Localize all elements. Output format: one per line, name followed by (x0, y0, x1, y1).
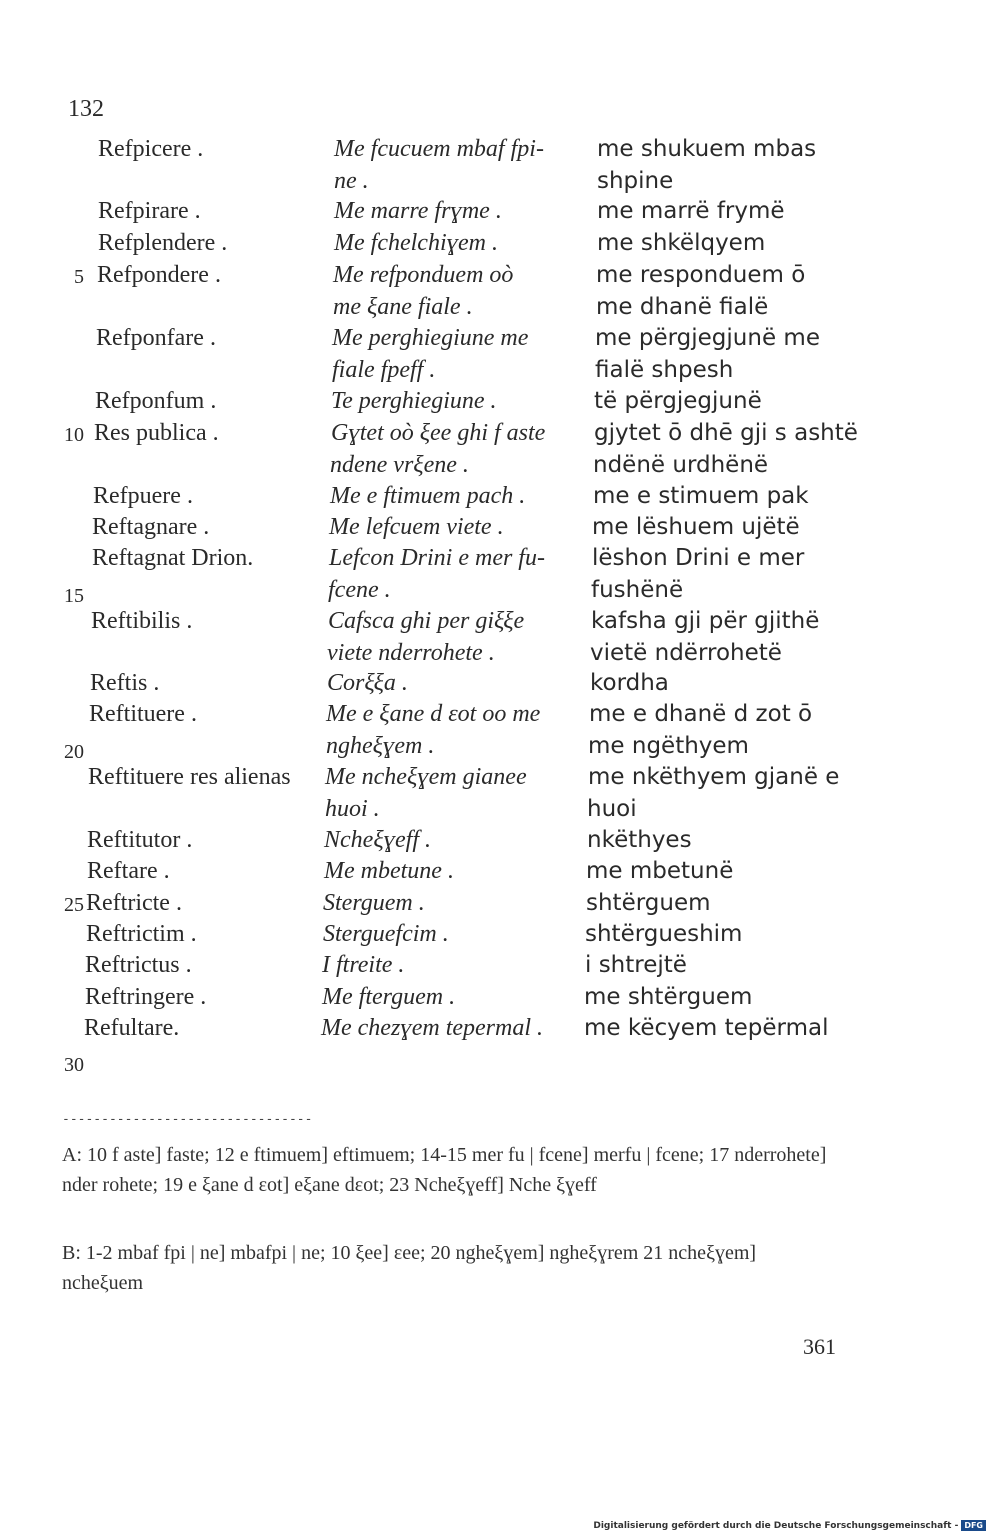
latin-term: Reftringere . (85, 984, 207, 1010)
dfg-logo: DFG (961, 1520, 986, 1531)
glossary-row (0, 198, 1000, 224)
glossary-row (0, 357, 1000, 383)
old-albanian-term: Me e ftimuem pach . (330, 483, 526, 509)
modern-albanian-term: me responduem ō (596, 262, 806, 288)
old-albanian-term: Me fcucuem mbaf fpi- (334, 136, 544, 162)
credit-text: Digitalisierung gefördert durch die Deutsche Forschungsgemeinschaft - (593, 1520, 959, 1531)
line-number: 20 (64, 741, 84, 763)
modern-albanian-term: i shtrejtë (585, 952, 687, 978)
glossary-row (0, 1015, 1000, 1041)
old-albanian-term: Me ncheξɣem gianee (325, 764, 527, 790)
latin-term: Refpicere . (98, 136, 204, 162)
footnote-a: A: 10 f aste] faste; 12 e ftimuem] eftimuem; 14-15 mer fu | fcene] merfu | fcene; 17 nderrohete] nder rohete; 19 e ξane d εot] eξane dεot; 23 Ncheξɣeff] Nche ξɣeff (62, 1144, 827, 1196)
latin-term: Refplendere . (98, 230, 228, 256)
footnote-separator: -------------------------------- (62, 1112, 313, 1127)
glossary-row (0, 1046, 1000, 1076)
latin-term: Reftis . (90, 670, 160, 696)
modern-albanian-term: vietë ndërrohetë (590, 640, 782, 666)
latin-term: Reftagnat Drion. (92, 545, 254, 571)
old-albanian-term: Me lefcuem viete . (329, 514, 504, 540)
old-albanian-term: Te perghiegiune . (331, 388, 497, 414)
modern-albanian-term: me përgjegjunë me (595, 325, 820, 351)
line-number: 15 (64, 585, 84, 607)
latin-term: Reftrictus . (85, 952, 192, 978)
modern-albanian-term: me e stimuem pak (593, 483, 809, 509)
old-albanian-term: Me e ξane d εot oo me (326, 701, 541, 727)
modern-albanian-term: me këcyem tepërmal (584, 1015, 829, 1041)
latin-term: Refpirare . (98, 198, 201, 224)
glossary-row (0, 733, 1000, 763)
line-number: 10 (64, 424, 84, 446)
modern-albanian-term: shtërgueshim (585, 921, 743, 947)
modern-albanian-term: me marrë frymë (597, 198, 785, 224)
modern-albanian-term: fushënë (591, 577, 684, 603)
modern-albanian-term: shtërguem (586, 890, 711, 916)
glossary-row (0, 796, 1000, 822)
old-albanian-term: me ξane fiale . (333, 294, 473, 320)
glossary-row (0, 984, 1000, 1010)
modern-albanian-term: kordha (590, 670, 669, 696)
latin-term: Refponfare . (96, 325, 216, 351)
latin-term: Reftare . (87, 858, 170, 884)
modern-albanian-term: me dhanë fialë (596, 294, 769, 320)
latin-term: Res publica . (94, 420, 219, 446)
modern-albanian-term: ndënë urdhënë (593, 452, 769, 478)
page-number-bottom: 361 (803, 1334, 836, 1359)
old-albanian-term: Cafsca ghi per giξξe (328, 608, 525, 634)
glossary-row (0, 294, 1000, 320)
modern-albanian-term: të përgjegjunë (594, 388, 762, 414)
old-albanian-term: ndene vrξene . (330, 452, 469, 478)
old-albanian-term: Sterguefcim . (323, 921, 449, 947)
old-albanian-term: viete nderrohete . (327, 640, 495, 666)
line-number: 30 (64, 1054, 84, 1076)
glossary-row (0, 420, 1000, 446)
glossary-row (0, 230, 1000, 256)
old-albanian-term: ngheξɣem . (326, 733, 435, 759)
glossary-row (0, 608, 1000, 634)
old-albanian-term: Lefcon Drini e mer fu- (329, 545, 545, 571)
page-number-top: 132 (68, 96, 104, 122)
old-albanian-term: Me chezɣem tepermal . (321, 1015, 544, 1041)
modern-albanian-term: me e dhanë d zot ō (589, 701, 813, 727)
glossary-row (0, 858, 1000, 884)
glossary-row (0, 827, 1000, 853)
glossary-row (0, 514, 1000, 540)
modern-albanian-term: lëshon Drini e mer (592, 545, 805, 571)
modern-albanian-term: me shukuem mbas (597, 136, 817, 162)
latin-term: Reftrictim . (86, 921, 197, 947)
latin-term: Reftituere res alienas (88, 764, 291, 790)
old-albanian-term: Me marre frɣme . (334, 198, 502, 224)
latin-term: Reftitutor . (87, 827, 193, 853)
digitization-credit (593, 1520, 986, 1531)
glossary-row (0, 545, 1000, 571)
line-number: 25 (64, 894, 84, 916)
latin-term: Refultare. (84, 1015, 180, 1041)
old-albanian-term: Gɣtet oò ξee ghi f aste (331, 420, 546, 446)
old-albanian-term: ne . (334, 168, 369, 194)
latin-term: Reftibilis . (91, 608, 193, 634)
glossary-row (0, 952, 1000, 978)
glossary-row (0, 890, 1000, 916)
modern-albanian-term: me mbetunë (586, 858, 734, 884)
old-albanian-term: fcene . (328, 577, 391, 603)
line-number: 5 (74, 266, 84, 288)
latin-term: Reftagnare . (92, 514, 210, 540)
old-albanian-term: Me refponduem oò (333, 262, 514, 288)
old-albanian-term: Corξξa . (327, 670, 408, 696)
glossary-row (0, 452, 1000, 478)
glossary-row (0, 640, 1000, 666)
latin-term: Reftituere . (89, 701, 197, 727)
old-albanian-term: Ncheξɣeff . (324, 827, 432, 853)
modern-albanian-term: nkëthyes (587, 827, 692, 853)
footnote-b: B: 1-2 mbaf fpi | ne] mbafpi | ne; 10 ξee] εee; 20 ngheξɣem] ngheξɣrem 21 ncheξɣem] ncheξuem (62, 1242, 757, 1294)
glossary-row (0, 388, 1000, 414)
modern-albanian-term: gjytet ō dhē gji s ashtë (594, 420, 858, 446)
modern-albanian-term: me nkëthyem gjanë e (588, 764, 840, 790)
old-albanian-term: Me fchelchiɣem . (334, 230, 499, 256)
modern-albanian-term: me lëshuem ujëtë (592, 514, 800, 540)
glossary-row (0, 701, 1000, 727)
latin-term: Refpondere . (97, 262, 221, 288)
glossary-row (0, 262, 1000, 288)
modern-albanian-term: me ngëthyem (588, 733, 749, 759)
glossary-row (0, 325, 1000, 351)
old-albanian-term: Me fterguem . (322, 984, 456, 1010)
old-albanian-term: Me perghiegiune me (332, 325, 529, 351)
modern-albanian-term: shpine (597, 168, 674, 194)
old-albanian-term: Me mbetune . (324, 858, 454, 884)
modern-albanian-term: me shtërguem (584, 984, 753, 1010)
latin-term: Reftricte . (86, 890, 182, 916)
modern-albanian-term: fialë shpesh (595, 357, 734, 383)
old-albanian-term: fiale fpeff . (332, 357, 436, 383)
old-albanian-term: huoi . (325, 796, 380, 822)
old-albanian-term: I ftreite . (322, 952, 405, 978)
modern-albanian-term: me shkëlqyem (597, 230, 766, 256)
glossary-row (0, 921, 1000, 947)
old-albanian-term: Sterguem . (323, 890, 425, 916)
latin-term: Refponfum . (95, 388, 217, 414)
glossary-row (0, 670, 1000, 696)
latin-term: Refpuere . (93, 483, 193, 509)
glossary-row (0, 764, 1000, 790)
modern-albanian-term: kafsha gji për gjithë (591, 608, 820, 634)
glossary-row (0, 483, 1000, 509)
glossary-row (0, 136, 1000, 162)
glossary-row (0, 168, 1000, 194)
glossary-row (0, 577, 1000, 607)
modern-albanian-term: huoi (587, 796, 637, 822)
